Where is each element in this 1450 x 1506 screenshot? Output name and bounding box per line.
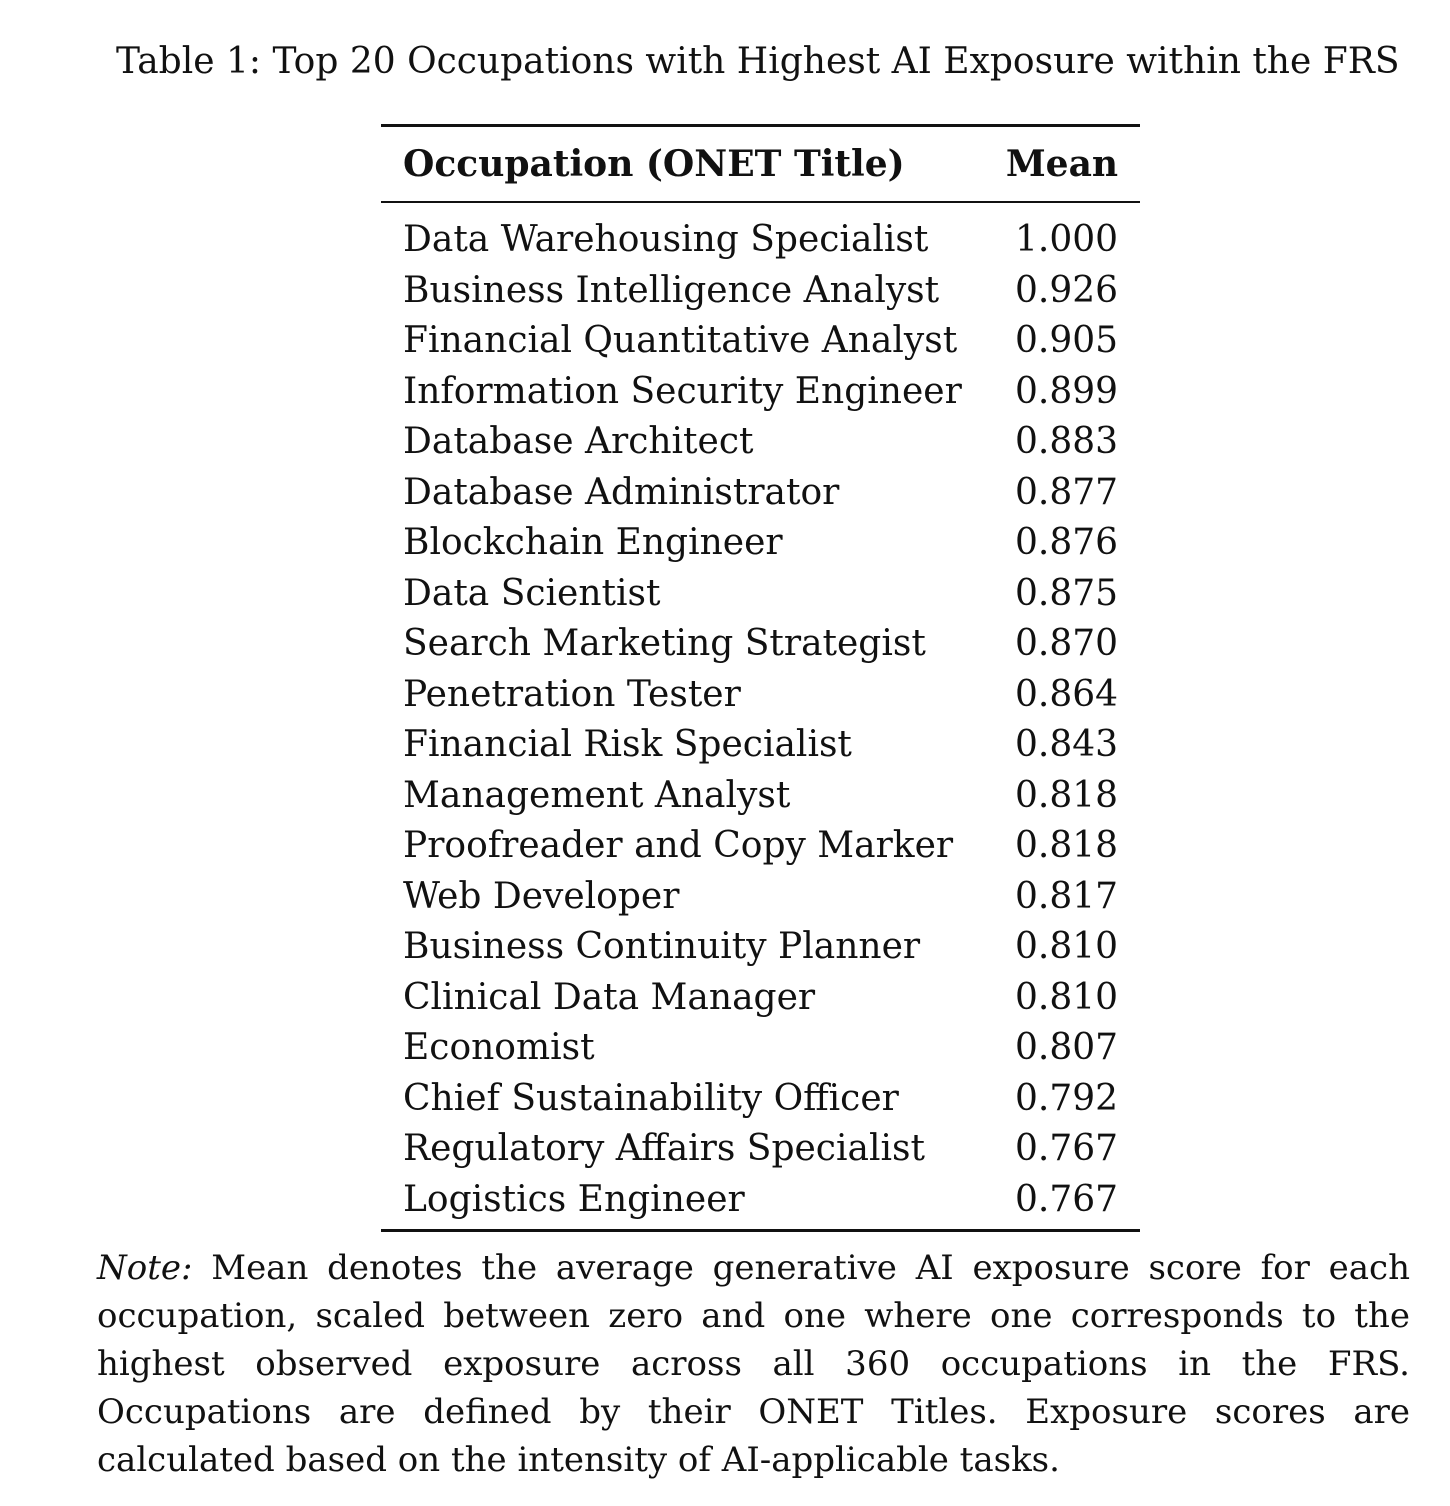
mean-cell: 0.905: [1015, 320, 1119, 361]
mean-cell: 0.864: [1015, 673, 1119, 715]
table-row: [381, 821, 1140, 872]
occupation-table: [381, 124, 1140, 1232]
table-row: [381, 1124, 1140, 1175]
table-row: [381, 1175, 1140, 1231]
table-row: [381, 569, 1140, 620]
occupation-cell: Web Developer: [403, 875, 680, 917]
occupation-cell: Logistics Engineer: [403, 1178, 745, 1220]
table-row: [381, 720, 1140, 771]
mean-cell: 0.876: [1015, 522, 1119, 563]
occupation-cell: Search Marketing Strategist: [403, 623, 926, 664]
table-row: [381, 670, 1140, 721]
mean-cell: 0.883: [1015, 421, 1119, 462]
table-row: [381, 468, 1140, 519]
occupation-cell: Information Security Engineer: [403, 370, 962, 412]
occupation-cell: Data Scientist: [403, 572, 661, 614]
table-row: [381, 266, 1140, 317]
table-row: [381, 619, 1140, 670]
occupation-cell: Database Architect: [403, 421, 754, 462]
mean-cell: 0.810: [1015, 926, 1119, 967]
mean-cell: 0.792: [1015, 1077, 1119, 1119]
table-row: [381, 316, 1140, 367]
table-row: [381, 1074, 1140, 1125]
mean-cell: 0.767: [1015, 1178, 1119, 1220]
table-row: [381, 367, 1140, 418]
mean-cell: 0.810: [1015, 976, 1119, 1018]
mean-cell: 0.843: [1015, 724, 1119, 765]
occupation-cell: Financial Quantitative Analyst: [403, 320, 958, 361]
table-row: [381, 771, 1140, 822]
table-caption: Table 1: Top 20 Occupations with Highest AI Exposure within the FRS: [116, 41, 1400, 82]
occupation-cell: Chief Sustainability Officer: [403, 1077, 899, 1119]
mean-cell: 0.807: [1015, 1027, 1119, 1068]
table-row: [381, 202, 1140, 266]
note-text: Mean denotes the average generative AI exposure score for each occupation, scaled between zero and one where one corresponds to the highest observed exposure across all 360 occupations in the FRS. Occupations are defined by their ONET Titles. Exposure scores are calculated based on the intensity of AI-applicable tasks.: [97, 1248, 1411, 1480]
mean-cell: 0.875: [1015, 572, 1119, 614]
occupation-cell: Data Warehousing Specialist: [403, 219, 929, 260]
table-header-row: [381, 126, 1140, 203]
table-note: [97, 1244, 1410, 1484]
mean-cell: 0.926: [1015, 269, 1119, 311]
occupation-table-container: [381, 124, 1137, 1232]
occupation-cell: Blockchain Engineer: [403, 522, 783, 563]
mean-cell: 1.000: [1015, 219, 1119, 260]
occupation-cell: Proofreader and Copy Marker: [403, 825, 954, 866]
table-row: [381, 518, 1140, 569]
mean-cell: 0.767: [1015, 1128, 1119, 1169]
mean-cell: 0.818: [1015, 774, 1119, 816]
mean-cell: 0.877: [1015, 471, 1119, 513]
occupation-cell: Penetration Tester: [403, 673, 741, 715]
table-row: [381, 973, 1140, 1024]
table-row: [381, 872, 1140, 923]
table-row: [381, 922, 1140, 973]
mean-cell: 0.817: [1015, 875, 1119, 917]
table-body: [381, 202, 1140, 1231]
occupation-cell: Database Administrator: [403, 471, 840, 513]
occupation-cell: Financial Risk Specialist: [403, 724, 852, 765]
occupation-cell: Business Continuity Planner: [403, 926, 921, 967]
table-row: [381, 1023, 1140, 1074]
mean-column-header: Mean: [1005, 143, 1119, 185]
occupation-cell: Economist: [403, 1027, 595, 1068]
table-row: [381, 417, 1140, 468]
occupation-cell: Clinical Data Manager: [403, 976, 816, 1018]
occupation-cell: Business Intelligence Analyst: [403, 269, 940, 311]
mean-cell: 0.870: [1015, 623, 1119, 664]
mean-cell: 0.818: [1015, 825, 1119, 866]
occupation-column-header: Occupation (ONET Title): [403, 143, 905, 185]
note-label: Note:: [97, 1248, 193, 1288]
occupation-cell: Regulatory Affairs Specialist: [403, 1128, 925, 1169]
occupation-cell: Management Analyst: [403, 774, 791, 816]
mean-cell: 0.899: [1015, 370, 1119, 412]
